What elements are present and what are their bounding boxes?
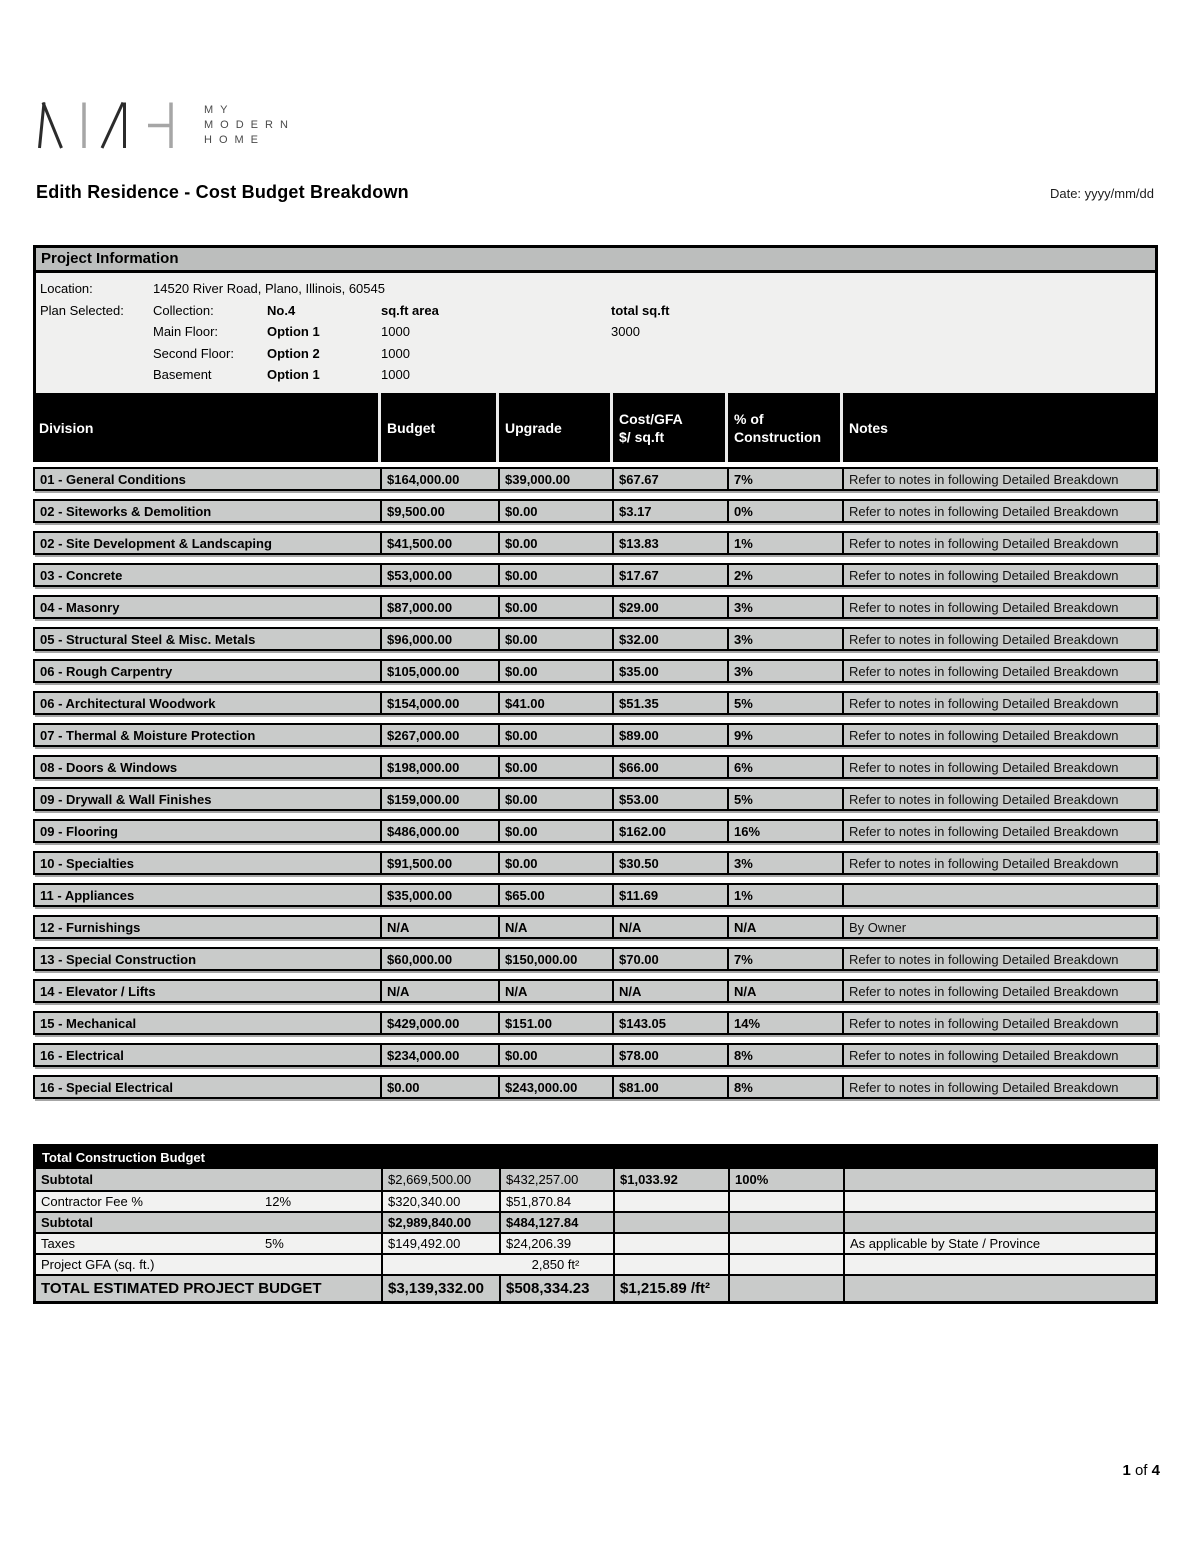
cell-pct: 16% bbox=[727, 821, 842, 841]
brand-wordmark bbox=[204, 103, 295, 148]
subtotal-row-2 bbox=[36, 1211, 1155, 1232]
table-row bbox=[33, 755, 1158, 779]
header-cell-pct-construction: % of Construction bbox=[725, 393, 840, 462]
cell-budget: N/A bbox=[380, 981, 498, 1001]
cell-pct: 5% bbox=[727, 693, 842, 713]
cell-cost-gfa: $89.00 bbox=[612, 725, 727, 745]
cell-upgrade: $0.00 bbox=[498, 661, 612, 681]
taxes-notes: As applicable by State / Province bbox=[843, 1234, 1155, 1253]
cell-pct: 3% bbox=[727, 629, 842, 649]
cell-division: 09 - Flooring bbox=[40, 823, 118, 839]
plan-row bbox=[36, 343, 1155, 365]
plan-row bbox=[36, 321, 1155, 343]
cell-pct: 1% bbox=[727, 533, 842, 553]
cell-notes: Refer to notes in following Detailed Breakdown bbox=[842, 757, 1156, 777]
page-title: Edith Residence - Cost Budget Breakdown bbox=[36, 182, 409, 202]
page-of-label: of bbox=[1134, 1462, 1148, 1479]
plan-row-area: 1000 bbox=[381, 345, 410, 361]
totals-table-title: Total Construction Budget bbox=[36, 1147, 1155, 1169]
brand-word-home: HOME bbox=[204, 133, 265, 146]
cell-cost-gfa: $70.00 bbox=[612, 949, 727, 969]
table-row bbox=[33, 563, 1158, 587]
cell-notes: By Owner bbox=[842, 917, 1156, 937]
cell-notes: Refer to notes in following Detailed Breakdown bbox=[842, 725, 1156, 745]
total-label: TOTAL ESTIMATED PROJECT BUDGET bbox=[41, 1280, 322, 1297]
cell-budget: $53,000.00 bbox=[380, 565, 498, 585]
plan-selected-label: Plan Selected: bbox=[40, 302, 124, 318]
cell-pct: N/A bbox=[727, 981, 842, 1001]
subtotal2-budget: $2,989,840.00 bbox=[381, 1213, 499, 1232]
cell-budget: $234,000.00 bbox=[380, 1045, 498, 1065]
contractor-fee-label: Contractor Fee % bbox=[41, 1194, 143, 1209]
cell-division: 06 - Architectural Woodwork bbox=[40, 695, 216, 711]
table-row bbox=[33, 819, 1158, 843]
table-row bbox=[33, 787, 1158, 811]
cell-budget: $164,000.00 bbox=[380, 469, 498, 489]
contractor-fee-budget: $320,340.00 bbox=[381, 1192, 499, 1211]
cell-cost-gfa: $51.35 bbox=[612, 693, 727, 713]
taxes-row bbox=[36, 1232, 1155, 1253]
totals-table bbox=[33, 1144, 1158, 1304]
cell-pct: 6% bbox=[727, 757, 842, 777]
table-row bbox=[33, 595, 1158, 619]
table-row bbox=[33, 947, 1158, 971]
project-gfa-label: Project GFA (sq. ft.) bbox=[41, 1257, 155, 1272]
cell-notes: Refer to notes in following Detailed Breakdown bbox=[842, 661, 1156, 681]
plan-row-area: 1000 bbox=[381, 367, 410, 383]
header-cell-upgrade: Upgrade bbox=[496, 393, 610, 462]
cell-notes: Refer to notes in following Detailed Breakdown bbox=[842, 853, 1156, 873]
cell-cost-gfa: $17.67 bbox=[612, 565, 727, 585]
cell-budget: $486,000.00 bbox=[380, 821, 498, 841]
cell-upgrade: $0.00 bbox=[498, 757, 612, 777]
cell-budget: $87,000.00 bbox=[380, 597, 498, 617]
cell-budget: $105,000.00 bbox=[380, 661, 498, 681]
table-row bbox=[33, 499, 1158, 523]
cell-pct: 7% bbox=[727, 949, 842, 969]
total-cost-gfa: $1,215.89 /ft² bbox=[613, 1276, 728, 1301]
table-row bbox=[33, 691, 1158, 715]
taxes-rate: 5% bbox=[265, 1236, 284, 1251]
cell-upgrade: $0.00 bbox=[498, 1045, 612, 1065]
subtotal-label: Subtotal bbox=[41, 1172, 93, 1187]
subtotal2-label: Subtotal bbox=[41, 1215, 93, 1230]
table-row bbox=[33, 531, 1158, 555]
brand bbox=[36, 101, 295, 149]
cell-cost-gfa: $11.69 bbox=[612, 885, 727, 905]
cell-division: 06 - Rough Carpentry bbox=[40, 663, 173, 679]
total-row bbox=[36, 1274, 1155, 1301]
cell-upgrade: $0.00 bbox=[498, 597, 612, 617]
cell-division: 10 - Specialties bbox=[40, 855, 134, 871]
contractor-fee-rate: 12% bbox=[265, 1194, 292, 1209]
cell-upgrade: $0.00 bbox=[498, 501, 612, 521]
taxes-label: Taxes bbox=[41, 1236, 75, 1251]
cell-pct: 1% bbox=[727, 885, 842, 905]
plan-row bbox=[36, 300, 1155, 322]
my-modern-home-logo-icon bbox=[36, 101, 186, 149]
cell-notes: Refer to notes in following Detailed Breakdown bbox=[842, 469, 1156, 489]
cell-pct: 5% bbox=[727, 789, 842, 809]
cell-cost-gfa: N/A bbox=[612, 917, 727, 937]
cell-notes: Refer to notes in following Detailed Breakdown bbox=[842, 533, 1156, 553]
cell-cost-gfa: $81.00 bbox=[612, 1077, 727, 1097]
subtotal2-upgrade: $484,127.84 bbox=[499, 1213, 613, 1232]
cell-budget: $267,000.00 bbox=[380, 725, 498, 745]
cell-upgrade: $0.00 bbox=[498, 725, 612, 745]
cell-upgrade: N/A bbox=[498, 917, 612, 937]
cell-notes: Refer to notes in following Detailed Breakdown bbox=[842, 693, 1156, 713]
cell-division: 07 - Thermal & Moisture Protection bbox=[40, 727, 256, 743]
total-sqft-header: total sq.ft bbox=[611, 302, 670, 318]
cell-notes: Refer to notes in following Detailed Breakdown bbox=[842, 501, 1156, 521]
division-table bbox=[33, 393, 1158, 1107]
cell-upgrade: $0.00 bbox=[498, 789, 612, 809]
cell-division: 02 - Siteworks & Demolition bbox=[40, 503, 212, 519]
plan-row-label: Second Floor: bbox=[153, 345, 234, 361]
cell-budget: $154,000.00 bbox=[380, 693, 498, 713]
cell-notes: Refer to notes in following Detailed Breakdown bbox=[842, 981, 1156, 1001]
title-row bbox=[36, 182, 1154, 203]
cell-upgrade: N/A bbox=[498, 981, 612, 1001]
plan-row-option: No.4 bbox=[267, 302, 296, 318]
subtotal-notes bbox=[843, 1169, 1155, 1190]
brand-word-my: MY bbox=[204, 103, 235, 116]
cell-upgrade: $0.00 bbox=[498, 821, 612, 841]
cell-pct: 2% bbox=[727, 565, 842, 585]
plan-row-label: Collection: bbox=[153, 302, 214, 318]
table-row bbox=[33, 1075, 1158, 1099]
page-footer bbox=[33, 1462, 1160, 1479]
brand-word-modern: MODERN bbox=[204, 118, 295, 131]
cell-pct: 9% bbox=[727, 725, 842, 745]
cell-budget: N/A bbox=[380, 917, 498, 937]
division-table-header bbox=[33, 393, 1158, 462]
subtotal-upgrade: $432,257.00 bbox=[499, 1169, 613, 1190]
cell-notes: Refer to notes in following Detailed Breakdown bbox=[842, 565, 1156, 585]
plan-row-option: Option 2 bbox=[267, 345, 320, 361]
cell-upgrade: $243,000.00 bbox=[498, 1077, 612, 1097]
cell-cost-gfa: $3.17 bbox=[612, 501, 727, 521]
table-row bbox=[33, 627, 1158, 651]
cell-notes: Refer to notes in following Detailed Breakdown bbox=[842, 1077, 1156, 1097]
page-total: 4 bbox=[1151, 1462, 1160, 1479]
cell-division: 01 - General Conditions bbox=[40, 471, 186, 487]
contractor-fee-upgrade: $51,870.84 bbox=[499, 1192, 613, 1211]
project-info-body bbox=[36, 273, 1155, 395]
cell-pct: 0% bbox=[727, 501, 842, 521]
date-label: Date: yyyy/mm/dd bbox=[1049, 186, 1154, 201]
plan-row-option: Option 1 bbox=[267, 367, 320, 383]
location-value: 14520 River Road, Plano, Illinois, 60545 bbox=[153, 281, 385, 297]
cell-notes: Refer to notes in following Detailed Breakdown bbox=[842, 1045, 1156, 1065]
total-upgrade: $508,334.23 bbox=[499, 1276, 613, 1301]
cell-budget: $91,500.00 bbox=[380, 853, 498, 873]
sqft-area-header: sq.ft area bbox=[381, 302, 439, 318]
total-budget: $3,139,332.00 bbox=[381, 1276, 499, 1301]
contractor-fee-row bbox=[36, 1190, 1155, 1211]
plan-row-option: Option 1 bbox=[267, 324, 320, 340]
cell-cost-gfa: $143.05 bbox=[612, 1013, 727, 1033]
cell-division: 15 - Mechanical bbox=[40, 1015, 137, 1031]
table-row bbox=[33, 467, 1158, 491]
cell-division: 04 - Masonry bbox=[40, 599, 120, 615]
subtotal-row-1 bbox=[36, 1169, 1155, 1190]
cell-pct: N/A bbox=[727, 917, 842, 937]
subtotal-cost-gfa: $1,033.92 bbox=[613, 1169, 728, 1190]
location-label: Location: bbox=[40, 281, 93, 297]
cell-budget: $198,000.00 bbox=[380, 757, 498, 777]
cell-budget: $429,000.00 bbox=[380, 1013, 498, 1033]
cell-division: 13 - Special Construction bbox=[40, 951, 197, 967]
cell-pct: 8% bbox=[727, 1045, 842, 1065]
project-gfa-row bbox=[36, 1253, 1155, 1274]
cell-cost-gfa: $78.00 bbox=[612, 1045, 727, 1065]
cell-notes: Refer to notes in following Detailed Breakdown bbox=[842, 789, 1156, 809]
cell-division: 16 - Special Electrical bbox=[40, 1079, 173, 1095]
cell-upgrade: $150,000.00 bbox=[498, 949, 612, 969]
cell-notes: Refer to notes in following Detailed Breakdown bbox=[842, 629, 1156, 649]
header-cell-cost-gfa: Cost/GFA $/ sq.ft bbox=[610, 393, 725, 462]
cell-cost-gfa: $53.00 bbox=[612, 789, 727, 809]
taxes-budget: $149,492.00 bbox=[381, 1234, 499, 1253]
cell-pct: 14% bbox=[727, 1013, 842, 1033]
cell-pct: 7% bbox=[727, 469, 842, 489]
cell-notes: Refer to notes in following Detailed Breakdown bbox=[842, 597, 1156, 617]
header-cell-division: Division bbox=[39, 419, 94, 436]
cell-upgrade: $151.00 bbox=[498, 1013, 612, 1033]
table-row bbox=[33, 1011, 1158, 1035]
project-info-section bbox=[33, 245, 1158, 398]
header-cell-budget: Budget bbox=[378, 393, 496, 462]
cell-budget: $60,000.00 bbox=[380, 949, 498, 969]
plan-row-total: 3000 bbox=[611, 324, 640, 340]
project-gfa-value: 2,850 ft² bbox=[381, 1255, 613, 1274]
cell-budget: $9,500.00 bbox=[380, 501, 498, 521]
table-row bbox=[33, 979, 1158, 1003]
cell-division: 12 - Furnishings bbox=[40, 919, 141, 935]
cell-upgrade: $0.00 bbox=[498, 565, 612, 585]
table-row bbox=[33, 883, 1158, 907]
cell-cost-gfa: $66.00 bbox=[612, 757, 727, 777]
cell-division: 03 - Concrete bbox=[40, 567, 123, 583]
table-row bbox=[33, 723, 1158, 747]
cell-cost-gfa: $35.00 bbox=[612, 661, 727, 681]
cell-upgrade: $41.00 bbox=[498, 693, 612, 713]
cell-division: 11 - Appliances bbox=[40, 887, 135, 903]
cell-notes bbox=[842, 885, 1156, 905]
plan-row-label: Main Floor: bbox=[153, 324, 219, 340]
cell-cost-gfa: $13.83 bbox=[612, 533, 727, 553]
cell-division: 09 - Drywall & Wall Finishes bbox=[40, 791, 212, 807]
division-rows bbox=[33, 467, 1158, 1099]
cell-division: 05 - Structural Steel & Misc. Metals bbox=[40, 631, 256, 647]
cell-cost-gfa: $32.00 bbox=[612, 629, 727, 649]
plan-row bbox=[36, 364, 1155, 386]
table-row bbox=[33, 915, 1158, 939]
cell-upgrade: $65.00 bbox=[498, 885, 612, 905]
cell-budget: $159,000.00 bbox=[380, 789, 498, 809]
page-number: 1 bbox=[1122, 1462, 1131, 1479]
location-row bbox=[36, 278, 1155, 300]
subtotal-budget: $2,669,500.00 bbox=[381, 1169, 499, 1190]
cell-cost-gfa: $67.67 bbox=[612, 469, 727, 489]
cell-notes: Refer to notes in following Detailed Breakdown bbox=[842, 1013, 1156, 1033]
cell-upgrade: $0.00 bbox=[498, 853, 612, 873]
cell-cost-gfa: $162.00 bbox=[612, 821, 727, 841]
table-row bbox=[33, 659, 1158, 683]
cell-upgrade: $0.00 bbox=[498, 629, 612, 649]
subtotal-pct: 100% bbox=[728, 1169, 843, 1190]
cell-division: 14 - Elevator / Lifts bbox=[40, 983, 156, 999]
cell-division: 08 - Doors & Windows bbox=[40, 759, 178, 775]
table-row bbox=[33, 1043, 1158, 1067]
cell-cost-gfa: $29.00 bbox=[612, 597, 727, 617]
cell-pct: 8% bbox=[727, 1077, 842, 1097]
cell-notes: Refer to notes in following Detailed Breakdown bbox=[842, 949, 1156, 969]
project-info-title: Project Information bbox=[36, 248, 1155, 273]
table-row bbox=[33, 851, 1158, 875]
cell-notes: Refer to notes in following Detailed Breakdown bbox=[842, 821, 1156, 841]
cell-budget: $41,500.00 bbox=[380, 533, 498, 553]
cell-budget: $0.00 bbox=[380, 1077, 498, 1097]
plan-row-label: Basement bbox=[153, 367, 212, 383]
cell-budget: $96,000.00 bbox=[380, 629, 498, 649]
cell-division: 16 - Electrical bbox=[40, 1047, 124, 1063]
cell-upgrade: $0.00 bbox=[498, 533, 612, 553]
cell-pct: 3% bbox=[727, 597, 842, 617]
plan-row-area: 1000 bbox=[381, 324, 410, 340]
cell-division: 02 - Site Development & Landscaping bbox=[40, 535, 272, 551]
cell-cost-gfa: N/A bbox=[612, 981, 727, 1001]
header-cell-notes: Notes bbox=[840, 393, 1158, 462]
cell-upgrade: $39,000.00 bbox=[498, 469, 612, 489]
taxes-upgrade: $24,206.39 bbox=[499, 1234, 613, 1253]
cell-cost-gfa: $30.50 bbox=[612, 853, 727, 873]
cell-budget: $35,000.00 bbox=[380, 885, 498, 905]
cell-pct: 3% bbox=[727, 661, 842, 681]
cell-pct: 3% bbox=[727, 853, 842, 873]
